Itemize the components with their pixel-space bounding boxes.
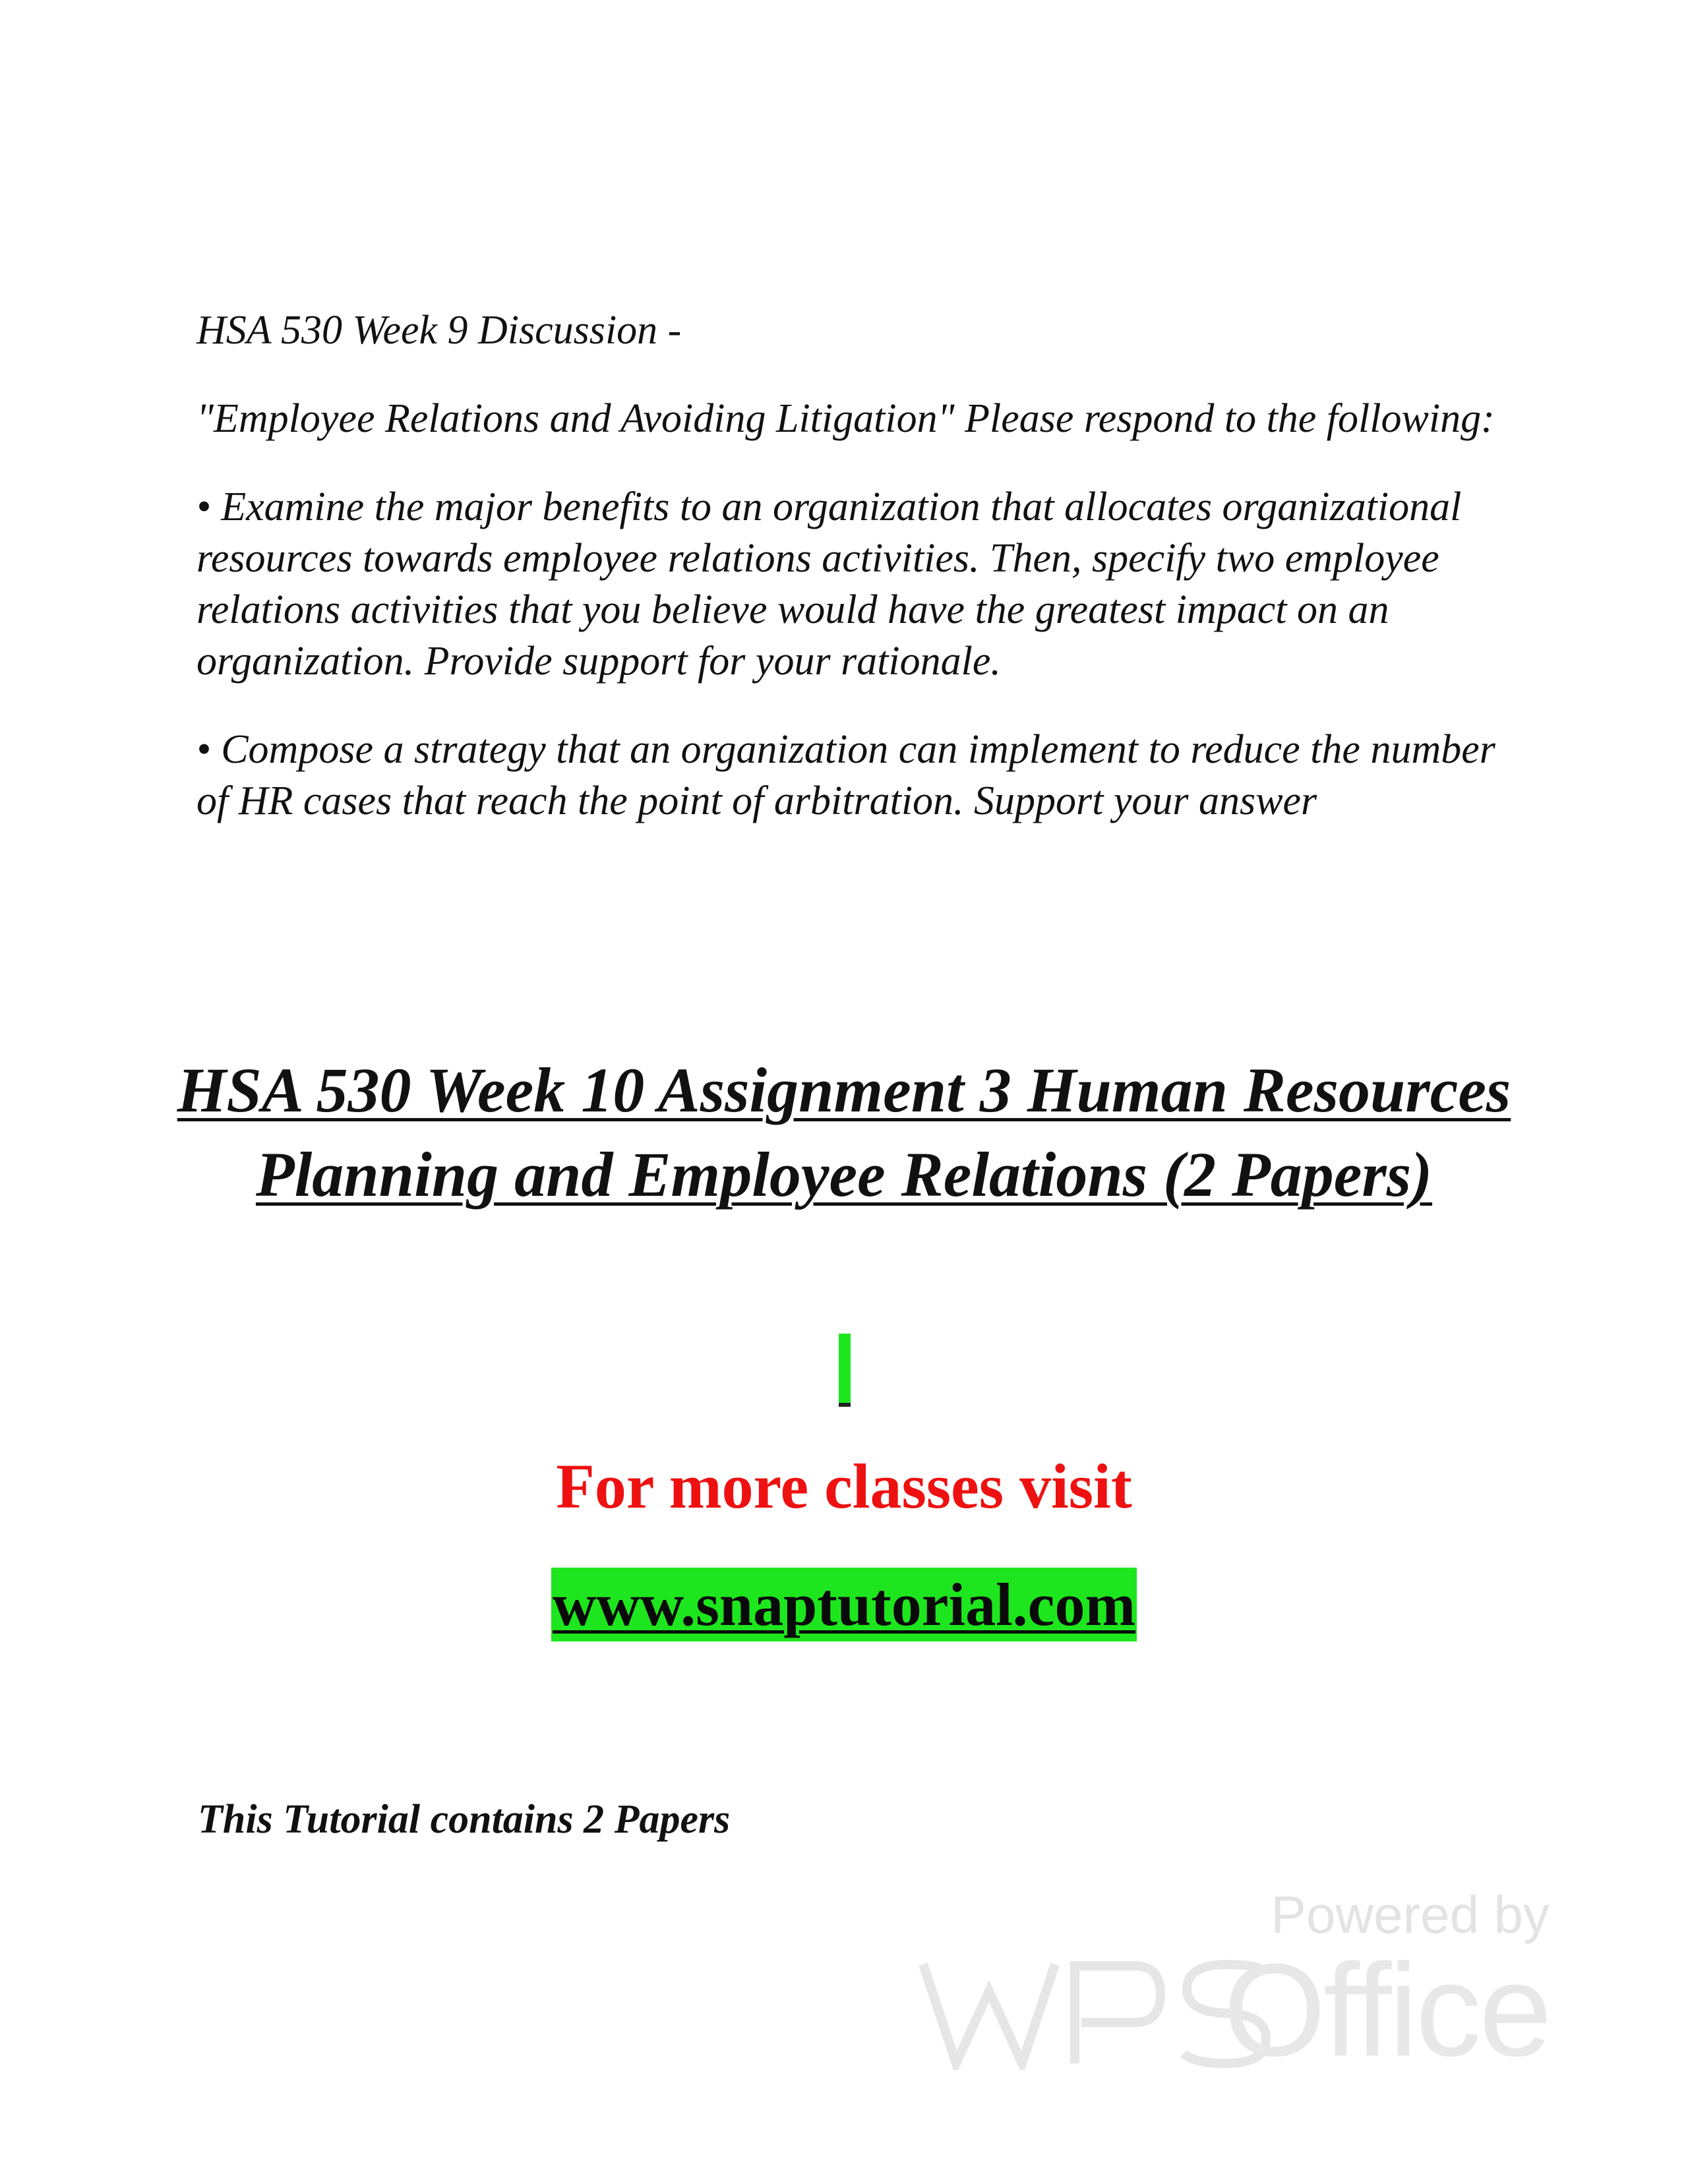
- discussion-section: [196, 305, 1509, 864]
- wps-watermark: [917, 1885, 1550, 2084]
- discussion-prompt: "Employee Relations and Avoiding Litigation" Please respond to the following:: [196, 396, 1495, 441]
- bullet-item: • Compose a strategy that an organization can implement to reduce the number of HR cases that reach the point of arbitration. Support your answer: [196, 727, 1495, 823]
- link-container: [0, 1568, 1688, 1641]
- discussion-title: HSA 530 Week 9 Discussion -: [196, 308, 682, 353]
- highlight-mark: [839, 1334, 851, 1407]
- snaptutorial-link[interactable]: www.snaptutorial.com: [551, 1568, 1137, 1641]
- wps-logo-icon: [917, 1958, 1273, 2070]
- tutorial-note: This Tutorial contains 2 Papers: [198, 1797, 731, 1842]
- bullet-item: • Examine the major benefits to an organization that allocates organizational resources towards employee relations activities. Then, specify two employee relations activities that you believe would have the greatest impact on an organization. Provide support for your rationale.: [196, 485, 1462, 684]
- watermark-powered-by: Powered by: [1271, 1885, 1550, 1944]
- watermark-office-text: Office: [1223, 1937, 1550, 2084]
- assignment-heading: HSA 530 Week 10 Assignment 3 Human Resources Planning and Employee Relations (2 Papers): [177, 1055, 1511, 1210]
- promo-text: For more classes visit: [556, 1451, 1132, 1521]
